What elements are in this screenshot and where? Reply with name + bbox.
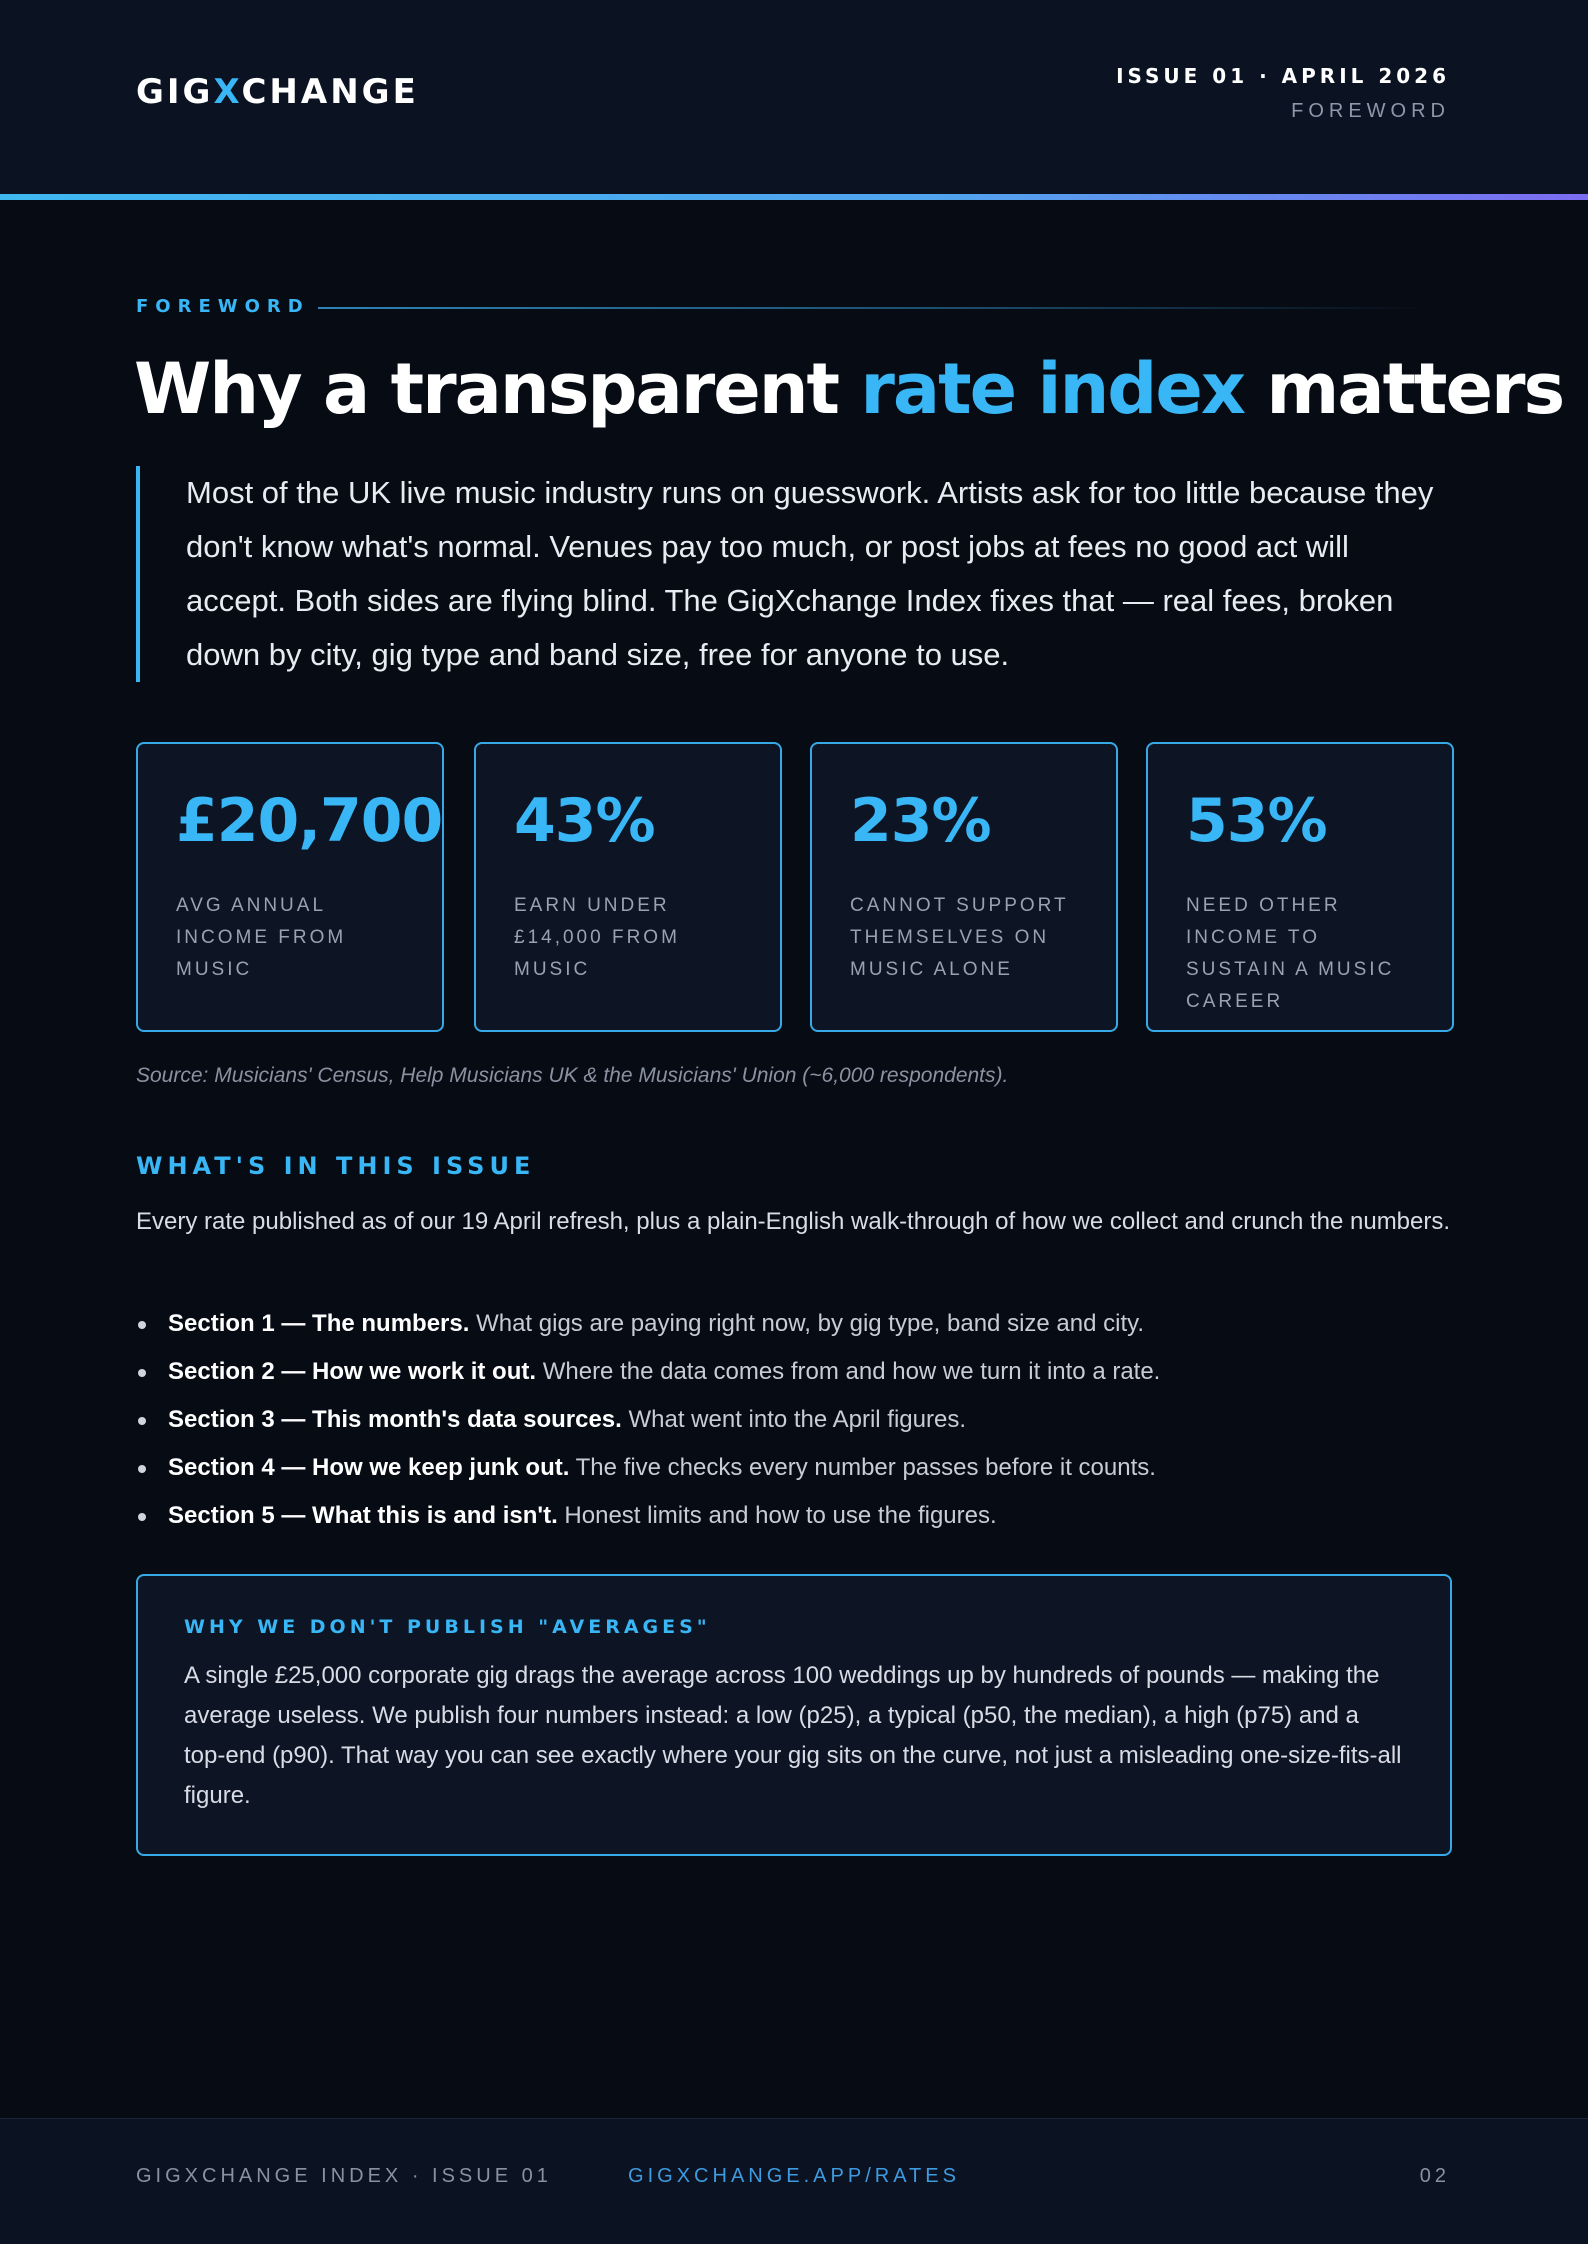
stat-label: AVG ANNUAL INCOME FROM MUSIC: [176, 895, 347, 980]
lede-quote: Most of the UK live music industry runs on guesswork. Artists ask for too little because they don't know what's normal. Venues pay too much, or post jobs at fees no good act will accept. Both sides are flying blind. The GigXchange Index fixes that — real fees, broken down by city, gig type and band size, free for anyone to use.: [136, 466, 1456, 682]
stat-value: 53%: [1186, 786, 1327, 856]
title-text-end: matters: [1244, 348, 1564, 430]
stat-label: NEED OTHER INCOME TO SUSTAIN A MUSIC CAREER: [1186, 895, 1395, 1012]
issue-contents-heading: WHAT'S IN THIS ISSUE: [136, 1152, 536, 1180]
stat-card-cannot-support: [810, 742, 1118, 1032]
list-item: [136, 1348, 1466, 1396]
source-note: Source: Musicians' Census, Help Musicians UK & the Musicians' Union (~6,000 respondents).: [136, 1064, 1009, 1087]
callout-title: WHY WE DON'T PUBLISH "AVERAGES": [184, 1616, 711, 1638]
list-item-section: Section 1 — The numbers.: [168, 1310, 470, 1337]
logo-text-end: CHANGE: [241, 72, 419, 112]
stat-card-other-income: [1146, 742, 1454, 1032]
list-item-section: Section 4 — How we keep junk out.: [168, 1454, 570, 1481]
list-item-section: Section 2 — How we work it out.: [168, 1358, 537, 1385]
averages-callout: [136, 1574, 1452, 1856]
header-section-label: FOREWORD: [1291, 100, 1450, 122]
list-item-text: Where the data comes from and how we turn it into a rate.: [536, 1358, 1161, 1385]
list-item: [136, 1396, 1466, 1444]
logo-text-x: X: [213, 72, 242, 112]
stat-label: EARN UNDER £14,000 FROM MUSIC: [514, 895, 680, 980]
title-text-start: Why a transparent: [134, 348, 861, 430]
section-eyebrow: FOREWORD: [136, 296, 310, 317]
eyebrow-divider: [318, 307, 1428, 309]
header-divider: [0, 194, 1588, 200]
list-item: [136, 1492, 1466, 1540]
list-item: [136, 1300, 1466, 1348]
footer-link[interactable]: GIGXCHANGE.APP/RATES: [628, 2165, 960, 2187]
list-item-section: Section 5 — What this is and isn't.: [168, 1502, 558, 1529]
contents-list: [136, 1300, 1466, 1540]
logo-text-start: GIG: [136, 72, 214, 112]
stat-value: 23%: [850, 786, 991, 856]
stat-label: CANNOT SUPPORT THEMSELVES ON MUSIC ALONE: [850, 895, 1069, 980]
page-header: [0, 0, 1588, 194]
list-item-text: What went into the April figures.: [621, 1406, 966, 1433]
list-item: [136, 1444, 1466, 1492]
list-item-text: What gigs are paying right now, by gig type, band size and city.: [469, 1310, 1145, 1337]
footer-publication: GIGXCHANGE INDEX · ISSUE 01: [136, 2165, 552, 2187]
list-item-text: Honest limits and how to use the figures.: [557, 1502, 997, 1529]
page-title: [134, 348, 1563, 430]
stat-card-income: [136, 742, 444, 1032]
page-footer: [0, 2118, 1588, 2244]
stat-value: £20,700: [176, 786, 443, 856]
page-number: 02: [1419, 2165, 1450, 2187]
list-item-section: Section 3 — This month's data sources.: [168, 1406, 622, 1433]
list-item-text: The five checks every number passes before it counts.: [569, 1454, 1156, 1481]
issue-label: ISSUE 01 · APRIL 2026: [1116, 64, 1450, 88]
stat-value: 43%: [514, 786, 655, 856]
callout-body: A single £25,000 corporate gig drags the average across 100 weddings up by hundreds of pounds — making the average useless. We publish four numbers instead: a low (p25), a typical (p50, the median), a high (p75) and a top-end (p90). That way you can see exactly where your gig sits on the curve, not just a misleading one-size-fits-all figure.: [184, 1662, 1402, 1809]
issue-contents-intro: Every rate published as of our 19 April refresh, plus a plain-English walk-through of how we collect and crunch the numbers.: [136, 1208, 1451, 1235]
stat-card-under-14k: [474, 742, 782, 1032]
title-highlight: rate index: [860, 348, 1245, 430]
brand-logo[interactable]: [136, 72, 419, 112]
